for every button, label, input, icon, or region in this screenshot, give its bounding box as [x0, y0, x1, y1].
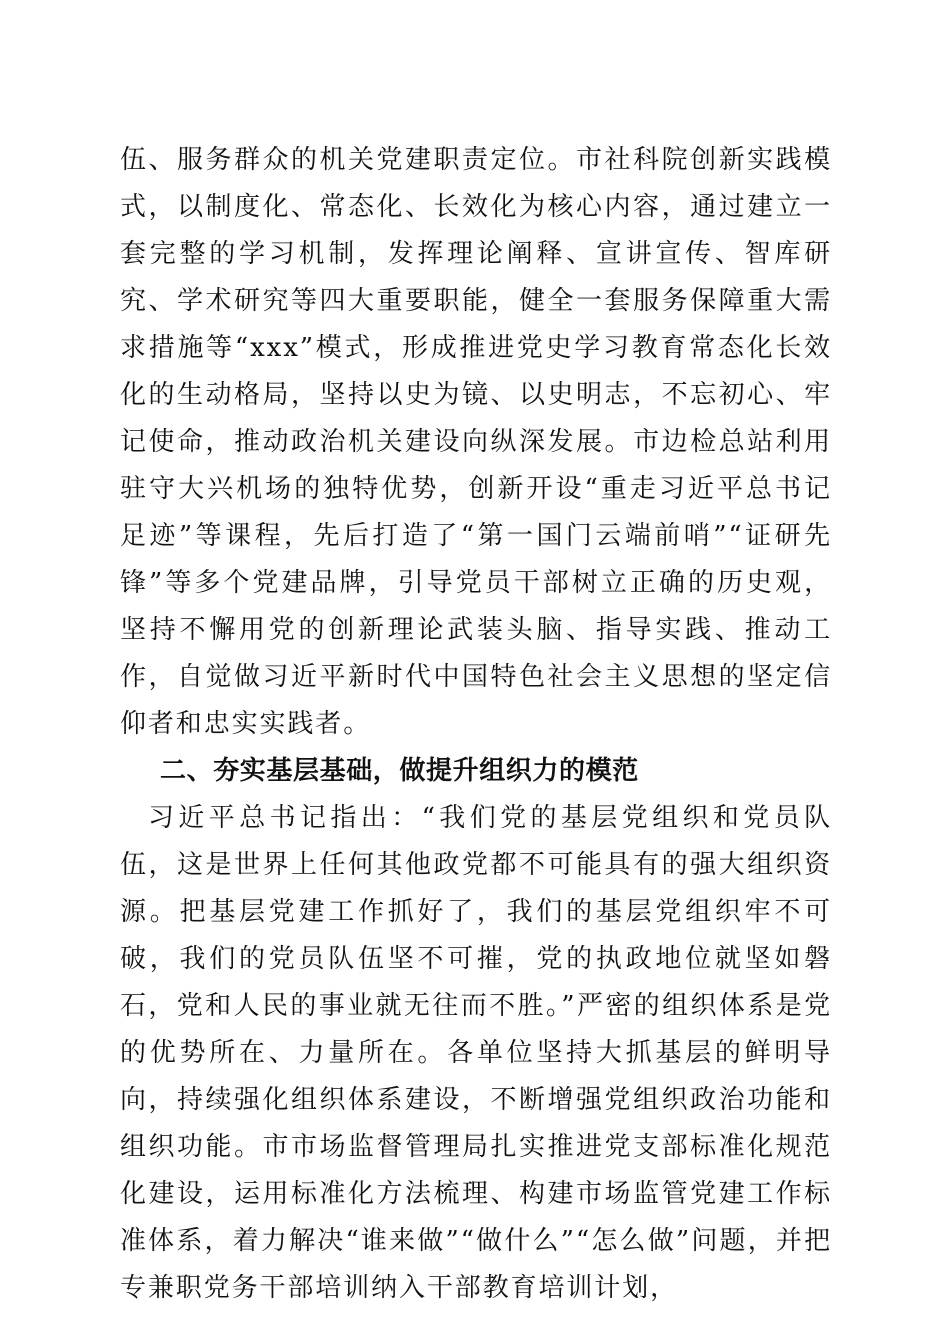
document-body [120, 137, 832, 1312]
body-paragraph: 习近平总书记指出：“我们党的基层党组织和党员队伍，这是世界上任何其他政党都不可能具有的强大组织资源。把基层党建工作抓好了，我们的基层党组织牢不可破，我们的党员队伍坚不可摧，党的执政地位就坚如磐石，党和人民的事业就无往而不胜。”严密的组织体系是党的优势所在、力量所在。各单位坚持大抓基层的鲜明导向，持续强化组织体系建设，不断增强党组织政治功能和组织功能。市市场监督管理局扎实推进党支部标准化规范化建设，运用标准化方法梳理、构建市场监管党建工作标准体系，着力解决“谁来做”“做什么”“怎么做”问题，并把专兼职党务干部培训纳入干部教育培训计划， [120, 803, 832, 1303]
body-paragraph-continued: 伍、服务群众的机关党建职责定位。市社科院创新实践模式，以制度化、常态化、长效化为核心内容，通过建立一套完整的学习机制，发挥理论阐释、宣讲宣传、智库研究、学术研究等四大重要职能，健全一套服务保障重大需求措施等“xxx”模式，形成推进党史学习教育常态化长效化的生动格局，坚持以史为镜、以史明志，不忘初心、牢记使命，推动政治机关建设向纵深发展。市边检总站利用驻守大兴机场的独特优势，创新开设“重走习近平总书记足迹”等课程，先后打造了“第一国门云端前哨”“证研先锋”等多个党建品牌，引导党员干部树立正确的历史观，坚持不懈用党的创新理论武装头脑、指导实践、推动工作，自觉做习近平新时代中国特色社会主义思想的坚定信仰者和忠实实践者。 [120, 145, 832, 739]
section-heading: 二、夯实基层基础，做提升组织力的模范 [160, 756, 639, 786]
